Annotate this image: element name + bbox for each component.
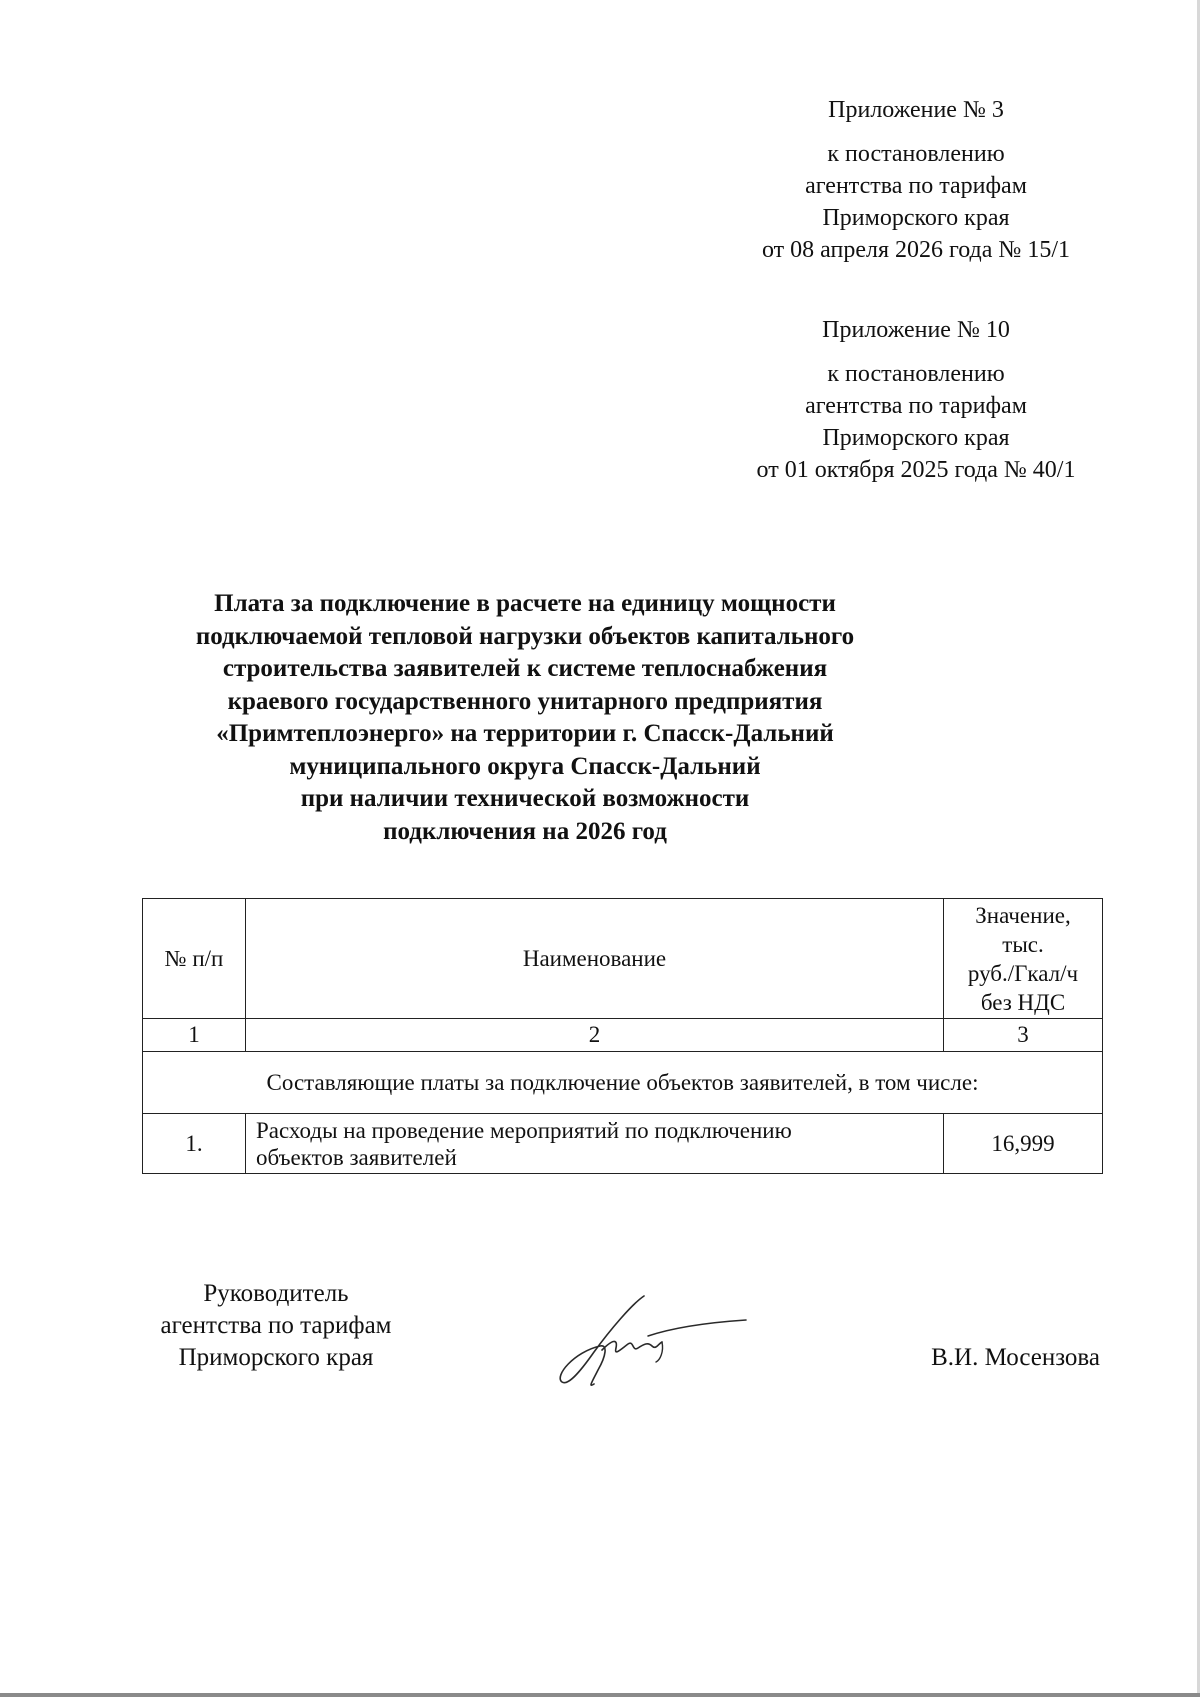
appendix-3-line: агентства по тарифам [805,173,1027,199]
appendix-3-block [706,94,1126,266]
header-name: Наименование [246,899,944,1019]
section-label: Составляющие платы за подключение объектов заявителей, в том числе: [143,1052,1103,1114]
header-value [944,899,1103,1019]
signer-name: В.И. Мосензова [931,1344,1100,1371]
signer-position [130,1278,422,1374]
title-line: краевого государственного унитарного предприятия [227,687,823,715]
title-line: подключаемой тепловой нагрузки объектов капитального [195,622,855,650]
title-line: подключения на 2026 год [383,817,667,845]
appendix-3-line: к постановлению [827,141,1005,167]
row-number: 1. [143,1114,246,1174]
appendix-3-line: Приморского края [822,205,1010,231]
table-index-row [143,1019,1103,1052]
handwritten-signature [548,1290,758,1394]
header-value-line: без НДС [980,989,1066,1015]
document-title [180,588,870,848]
header-value-line: Значение, [975,902,1071,928]
column-index: 1 [143,1019,246,1052]
fee-table [142,898,1103,1174]
signer-position-line: Приморского края [178,1344,374,1371]
table-row [143,1114,1103,1174]
column-index: 3 [944,1019,1103,1052]
row-name [246,1114,944,1174]
signer-position-line: Руководитель [203,1280,349,1307]
appendix-10-line: Приморского края [822,425,1010,451]
appendix-10-line: к постановлению [827,361,1005,387]
header-value-line: руб./Гкал/ч [967,960,1079,986]
row-name-line: объектов заявителей [256,1144,457,1170]
appendix-10-block [706,314,1126,486]
title-line: «Примтеплоэнерго» на территории г. Спасск-Дальний [216,720,834,747]
title-line: Плата за подключение в расчете на единицу мощности [214,590,836,617]
title-line: строительства заявителей к системе теплоснабжения [222,655,828,682]
appendix-10-date-line: от 01 октября 2025 года № 40/1 [756,457,1076,483]
appendix-10-line: агентства по тарифам [805,393,1027,419]
appendix-10-heading: Приложение № 10 [822,317,1010,343]
title-line: муниципального округа Спасск-Дальний [289,752,761,780]
row-name-line: Расходы на проведение мероприятий по подключению [256,1117,792,1143]
row-value: 16,999 [944,1114,1103,1174]
header-number: № п/п [143,899,246,1019]
column-index: 2 [246,1019,944,1052]
header-value-line: тыс. [1002,931,1044,957]
appendix-3-date-line: от 08 апреля 2026 года № 15/1 [761,237,1070,263]
table-header-row [143,899,1103,1019]
title-line: при наличии технической возможности [300,785,750,812]
appendix-3-heading: Приложение № 3 [828,97,1004,123]
table-section-row [143,1052,1103,1114]
signer-position-line: агентства по тарифам [160,1312,392,1339]
scan-edge-bottom [0,1693,1200,1697]
